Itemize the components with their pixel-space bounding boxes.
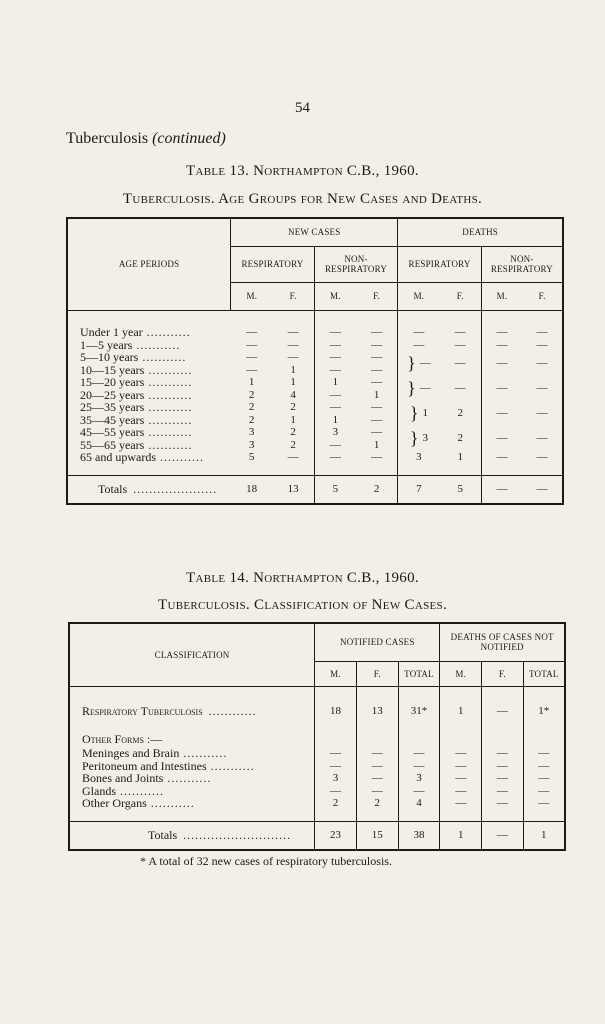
classification-label: Other Organs ...........: [69, 797, 315, 810]
merged-death-value: —: [536, 357, 548, 370]
col-deaths-not-notified: DEATHS OF CASES NOT NOTIFIED: [440, 623, 565, 661]
table14-title: Table 14. Northampton C.B., 1960.: [186, 570, 419, 586]
col-notified: NOTIFIED CASES: [315, 623, 440, 661]
cell: —: [315, 747, 357, 760]
cell: —: [482, 785, 524, 798]
table14-body: [69, 747, 565, 810]
cell: 2: [272, 401, 314, 414]
table13-title: Table 13. Northampton C.B., 1960.: [186, 163, 419, 179]
table-row: [67, 451, 563, 464]
col-new-nonresp: NON-RESPIRATORY: [314, 246, 398, 282]
table-row: [69, 797, 565, 810]
merged-death-value: 2: [457, 432, 463, 445]
total-cell: —: [496, 483, 508, 496]
age-period-label: 45—55 years ...........: [80, 425, 193, 439]
classification-label: Bones and Joints ...........: [69, 772, 315, 785]
table-row: [69, 747, 565, 760]
merged-death-value: —: [536, 407, 548, 420]
merged-death-cell: [522, 351, 563, 376]
cell: 4: [398, 797, 440, 810]
cell: —: [356, 747, 398, 760]
cell: —: [356, 426, 398, 439]
total-cell: —: [536, 483, 548, 496]
merged-death-cell: [440, 401, 482, 426]
cell: —: [496, 326, 508, 338]
merged-death-value: —: [496, 357, 508, 370]
cell: —: [440, 326, 482, 339]
col-new-resp: RESPIRATORY: [231, 246, 315, 282]
age-period-label: 55—65 years ...........: [80, 437, 193, 452]
cell: 2: [356, 797, 398, 810]
page-number: 54: [295, 100, 310, 116]
total-cell: 7: [416, 483, 422, 496]
cell: 2: [272, 426, 314, 439]
cell: —: [246, 326, 258, 338]
sub-m: M.: [440, 661, 482, 686]
table-row: [67, 401, 563, 414]
cell: 2: [272, 439, 314, 452]
cell: —: [482, 772, 524, 785]
cell: —: [356, 376, 398, 389]
age-period-label: 20—25 years ...........: [80, 387, 193, 402]
merged-death-value: —: [496, 382, 508, 395]
cell: —: [413, 338, 425, 351]
merged-death-value: 2: [457, 407, 463, 420]
cell: 4: [272, 389, 314, 402]
cell: —: [272, 351, 314, 364]
cell: —: [329, 326, 341, 338]
cell: —: [329, 338, 341, 351]
total-cell: 13: [272, 476, 314, 504]
cell: —: [329, 438, 341, 451]
cell: 1: [356, 389, 398, 402]
sub-m: M.: [231, 282, 273, 310]
cell: 3: [332, 426, 339, 438]
sub-f: F.: [356, 661, 398, 686]
merged-death-cell: [440, 426, 482, 451]
merged-death-value: —: [419, 382, 431, 395]
cell: —: [440, 797, 482, 810]
cell: 1: [272, 414, 314, 427]
age-period-label: 25—35 years ...........: [80, 400, 193, 414]
cell: —: [356, 772, 398, 785]
cell: —: [356, 339, 398, 352]
age-period-label: 65 and upwards ...........: [80, 450, 204, 464]
merged-death-cell: [481, 426, 522, 451]
cell: —: [356, 785, 398, 798]
sub-f: F.: [440, 282, 482, 310]
cell: —: [272, 451, 314, 464]
sub-m: M.: [481, 282, 522, 310]
total-cell: 5: [440, 476, 482, 504]
brace-icon: }: [409, 428, 419, 449]
cell: —: [482, 747, 524, 760]
table14-subtitle: Tuberculosis. Classification of New Cases.: [157, 597, 448, 613]
merged-death-cell: [398, 426, 440, 451]
age-period-label: Under 1 year ...........: [80, 325, 191, 339]
cell: —: [315, 785, 357, 798]
age-period-label: 1—5 years ...........: [80, 337, 181, 352]
total-cell: 5: [332, 483, 339, 496]
merged-death-value: 3: [422, 432, 428, 445]
cell: —: [482, 700, 524, 722]
cell: —: [538, 797, 550, 809]
table-row: [67, 376, 563, 389]
section-note: (continued): [152, 130, 226, 147]
cell: 1: [272, 376, 314, 389]
cell: —: [440, 747, 482, 760]
total-cell: 38: [398, 822, 440, 850]
table-row: [67, 351, 563, 364]
cell: 3: [416, 451, 422, 463]
total-cell: 18: [246, 483, 258, 496]
cell: 1: [248, 376, 255, 388]
table13-body: [67, 326, 563, 464]
sub-m: M.: [315, 661, 357, 686]
merged-death-cell: [522, 426, 563, 451]
cell: —: [496, 451, 508, 463]
cell: —: [356, 326, 398, 339]
col-death-resp: RESPIRATORY: [398, 246, 482, 282]
age-period-label: 10—15 years ...........: [80, 362, 193, 377]
cell: —: [482, 760, 524, 773]
cell: —: [440, 785, 482, 798]
total-cell: 15: [356, 822, 398, 850]
cell: —: [315, 760, 357, 773]
cell: —: [356, 451, 398, 464]
brace-icon: }: [407, 378, 416, 399]
merged-death-value: —: [454, 357, 466, 370]
sub-m: M.: [398, 282, 440, 310]
footnote: * A total of 32 new cases of respiratory tuberculosis.: [140, 854, 392, 868]
cell: —: [536, 326, 548, 338]
merged-death-value: 1: [422, 407, 428, 420]
cell: 1: [332, 413, 339, 426]
cell: 13: [356, 700, 398, 722]
cell: 1: [440, 700, 482, 722]
cell: —: [329, 388, 341, 401]
cell: 18: [315, 700, 357, 722]
cell: —: [329, 401, 341, 413]
table13: [66, 217, 564, 505]
merged-death-cell: [481, 401, 522, 426]
age-period-label: 35—45 years ...........: [80, 412, 193, 427]
cell: 1: [440, 451, 482, 464]
merged-death-cell: [481, 351, 522, 376]
brace-icon: }: [407, 353, 416, 374]
total-cell: 1: [541, 829, 547, 842]
cell: 3: [315, 772, 357, 785]
table13-totals-label: Totals .....................: [98, 481, 218, 496]
cell: —: [356, 351, 398, 364]
cell: —: [440, 339, 482, 352]
cell: —: [538, 759, 550, 772]
cell: —: [413, 326, 425, 338]
cell: —: [398, 785, 440, 798]
cell: —: [496, 338, 508, 351]
total-cell: 2: [356, 476, 398, 504]
cell: —: [329, 351, 341, 363]
cell: 3: [248, 438, 255, 451]
merged-death-value: —: [536, 432, 548, 445]
cell: —: [356, 760, 398, 773]
cell: —: [329, 363, 341, 376]
total-cell: 23: [315, 822, 357, 850]
table14-totals-label: Totals ...........................: [69, 822, 315, 850]
col-deaths: DEATHS: [398, 218, 563, 246]
total-cell: —: [482, 822, 524, 850]
merged-death-value: —: [454, 382, 466, 395]
merged-death-cell: [440, 351, 482, 376]
col-new-cases: NEW CASES: [231, 218, 398, 246]
merged-death-value: —: [496, 407, 508, 420]
cell: —: [272, 339, 314, 352]
table-row: [67, 426, 563, 439]
merged-death-cell: [522, 376, 563, 401]
table14: [68, 622, 566, 851]
cell: 2: [248, 388, 255, 401]
cell: —: [356, 401, 398, 414]
other-forms-label: Other Forms :—: [69, 732, 315, 747]
cell: —: [329, 451, 341, 463]
classification-label: Peritoneum and Intestines ...........: [69, 760, 315, 773]
merged-death-cell: [522, 401, 563, 426]
merged-death-cell: [398, 401, 440, 426]
cell: —: [538, 772, 550, 784]
cell: —: [536, 451, 548, 463]
cell: —: [398, 760, 440, 773]
sub-m: M.: [314, 282, 356, 310]
row-respiratory-label: Respiratory Tuberculosis ............: [69, 700, 315, 722]
cell: 3: [248, 426, 255, 438]
cell: 2: [315, 797, 357, 810]
sub-f: F.: [272, 282, 314, 310]
age-period-label: 5—10 years ...........: [80, 350, 187, 364]
section-title: Tuberculosis (continued): [66, 130, 226, 147]
cell: —: [440, 772, 482, 785]
cell: —: [272, 326, 314, 339]
cell: —: [398, 747, 440, 760]
merged-death-cell: [398, 351, 440, 376]
brace-icon: }: [409, 403, 419, 424]
sub-f: F.: [482, 661, 524, 686]
merged-death-value: —: [419, 357, 431, 370]
cell: 5: [248, 451, 255, 463]
age-period-label: 15—20 years ...........: [80, 375, 193, 389]
col-age-periods: AGE PERIODS: [67, 218, 231, 310]
cell: 2: [248, 413, 255, 426]
merged-death-value: —: [496, 432, 508, 445]
cell: 1: [356, 439, 398, 452]
col-death-nonresp: NON-RESPIRATORY: [481, 246, 563, 282]
cell: 3: [398, 772, 440, 785]
sub-total: TOTAL: [523, 661, 565, 686]
cell: 1*: [538, 705, 550, 717]
cell: —: [482, 797, 524, 810]
cell: —: [356, 364, 398, 377]
merged-death-cell: [440, 376, 482, 401]
col-classification: CLASSIFICATION: [69, 623, 315, 686]
cell: —: [246, 351, 258, 363]
classification-label: Meninges and Brain ...........: [69, 747, 315, 760]
cell: —: [246, 338, 258, 351]
cell: —: [538, 747, 550, 759]
sub-total: TOTAL: [398, 661, 440, 686]
classification-label: Glands ...........: [69, 785, 315, 798]
cell: —: [538, 784, 550, 797]
table13-subtitle: Tuberculosis. Age Groups for New Cases and Deaths.: [122, 191, 483, 207]
merged-death-cell: [481, 376, 522, 401]
merged-death-value: —: [536, 382, 548, 395]
cell: 1: [272, 364, 314, 377]
total-cell: 1: [440, 822, 482, 850]
cell: 1: [332, 376, 339, 388]
cell: 2: [248, 401, 255, 413]
sub-f: F.: [356, 282, 398, 310]
cell: 31*: [398, 700, 440, 722]
cell: —: [246, 363, 258, 376]
merged-death-cell: [398, 376, 440, 401]
sub-f: F.: [522, 282, 563, 310]
cell: —: [356, 414, 398, 427]
cell: —: [440, 760, 482, 773]
cell: —: [536, 338, 548, 351]
